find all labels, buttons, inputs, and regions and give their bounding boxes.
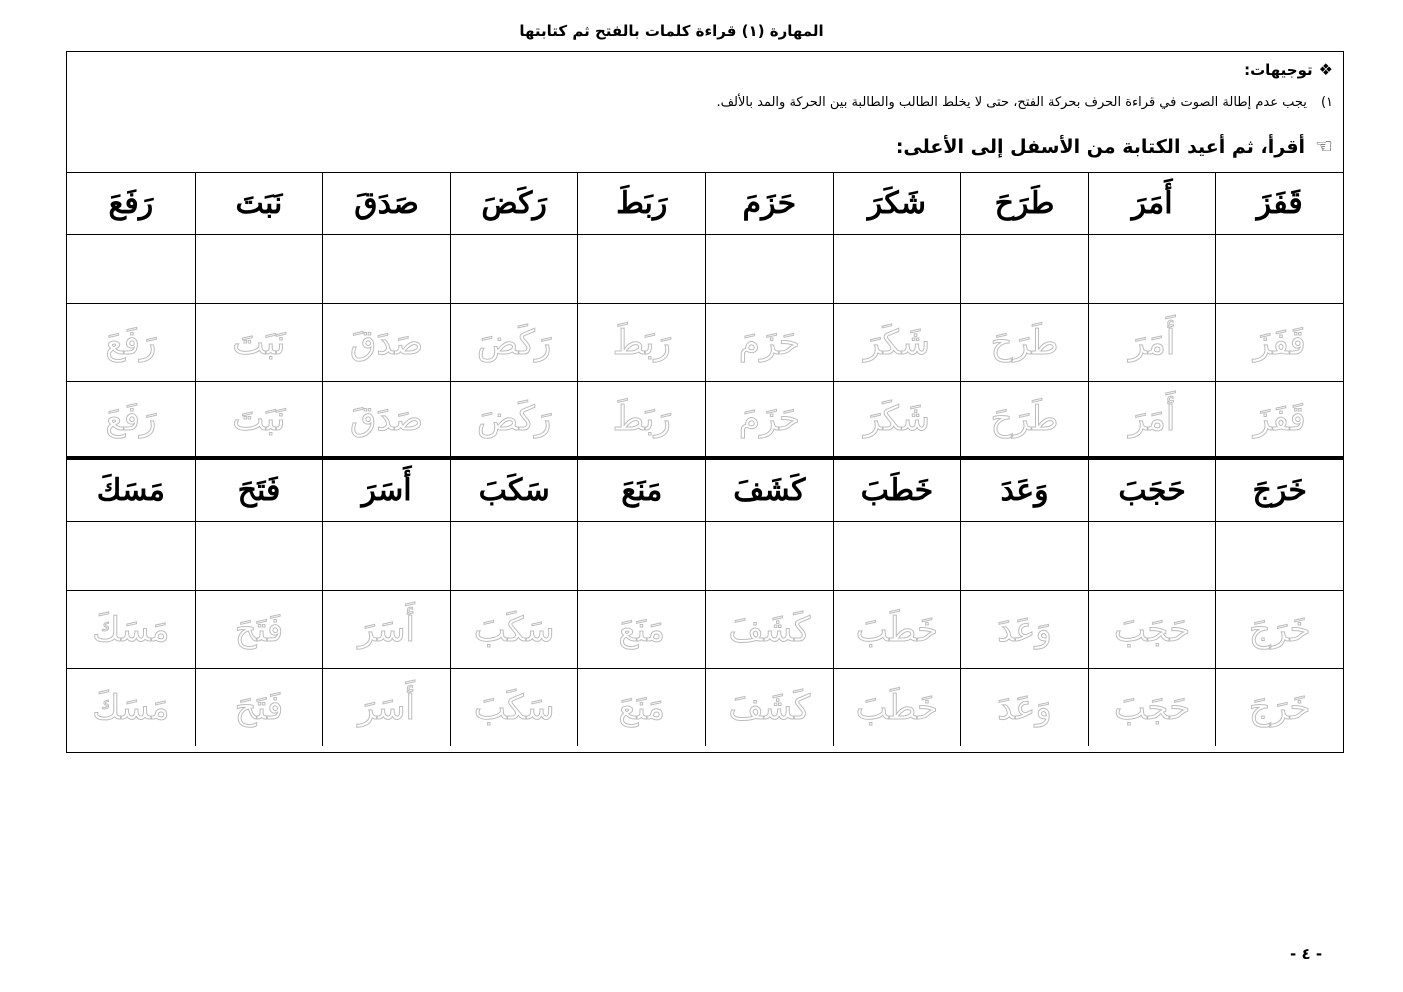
instructions-heading xyxy=(1244,60,1333,79)
trace-cell[interactable] xyxy=(322,304,450,381)
word-cell: شَكَرَ xyxy=(833,173,961,234)
trace-cell[interactable] xyxy=(960,382,1088,456)
group2-trace-row-1 xyxy=(67,591,1343,669)
trace-word: أَمَرَ xyxy=(1128,399,1176,439)
trace-cell[interactable] xyxy=(833,304,961,381)
word-cell: خَطَبَ xyxy=(833,460,961,521)
trace-cell[interactable] xyxy=(577,669,705,746)
trace-cell[interactable] xyxy=(450,591,578,668)
trace-cell[interactable] xyxy=(1215,591,1343,668)
trace-word: حَجَبَ xyxy=(1113,687,1191,728)
trace-word: نَبَتَ xyxy=(232,322,286,363)
writing-cell[interactable] xyxy=(1088,235,1216,303)
writing-cell[interactable] xyxy=(67,522,195,590)
trace-cell[interactable] xyxy=(705,669,833,746)
trace-word: صَدَقَ xyxy=(350,399,424,439)
group1-word-row xyxy=(67,173,1343,235)
trace-word: خَطَبَ xyxy=(855,609,939,650)
trace-word: أَسَرَ xyxy=(358,687,415,728)
writing-cell[interactable] xyxy=(322,235,450,303)
trace-cell[interactable] xyxy=(322,591,450,668)
writing-cell[interactable] xyxy=(322,522,450,590)
word-cell: كَشَفَ xyxy=(705,460,833,521)
word-cell: سَكَبَ xyxy=(450,460,578,521)
group2-trace-row-2 xyxy=(67,669,1343,746)
trace-cell[interactable] xyxy=(322,669,450,746)
trace-word: كَشَفَ xyxy=(728,687,811,728)
writing-cell[interactable] xyxy=(195,522,323,590)
instructions-section xyxy=(67,52,1343,173)
writing-cell[interactable] xyxy=(833,235,961,303)
trace-word: وَعَدَ xyxy=(997,609,1052,650)
trace-cell[interactable] xyxy=(833,669,961,746)
trace-word: مَنَعَ xyxy=(618,687,666,728)
trace-cell[interactable] xyxy=(195,591,323,668)
word-cell: مَسَكَ xyxy=(96,473,165,508)
writing-cell[interactable] xyxy=(705,235,833,303)
instructions-heading-text: توجيهات: xyxy=(1244,61,1313,79)
trace-cell[interactable] xyxy=(705,304,833,381)
writing-cell[interactable] xyxy=(1088,522,1216,590)
word-cell: نَبَتَ xyxy=(195,173,323,234)
trace-cell[interactable] xyxy=(450,304,578,381)
word-cell: رَكَضَ xyxy=(450,173,578,234)
trace-cell[interactable] xyxy=(195,382,323,456)
writing-cell[interactable] xyxy=(960,522,1088,590)
trace-cell[interactable] xyxy=(960,591,1088,668)
group1-trace-row-1 xyxy=(67,304,1343,382)
word-cell: وَعَدَ xyxy=(960,460,1088,521)
trace-word: كَشَفَ xyxy=(728,609,811,650)
trace-word: أَمَرَ xyxy=(1128,322,1176,363)
trace-cell[interactable] xyxy=(322,382,450,456)
trace-word: رَكَضَ xyxy=(477,322,552,363)
writing-cell[interactable] xyxy=(67,235,195,303)
trace-cell[interactable] xyxy=(577,382,705,456)
trace-word: قَفَزَ xyxy=(1253,399,1306,439)
writing-cell[interactable] xyxy=(450,235,578,303)
group2-word-row xyxy=(67,460,1343,522)
trace-cell[interactable] xyxy=(577,591,705,668)
writing-cell[interactable] xyxy=(195,235,323,303)
trace-word: حَزَمَ xyxy=(738,399,800,439)
trace-cell[interactable] xyxy=(1088,382,1216,456)
rule-number: ١) xyxy=(1320,95,1333,110)
trace-word: طَرَحَ xyxy=(990,322,1059,363)
page-number: - ٤ - xyxy=(1290,945,1323,963)
trace-cell[interactable] xyxy=(67,669,195,746)
practice-grid xyxy=(67,173,1343,746)
trace-cell[interactable] xyxy=(1088,669,1216,746)
trace-cell[interactable] xyxy=(195,669,323,746)
trace-word: رَكَضَ xyxy=(477,399,552,439)
writing-cell[interactable] xyxy=(1215,235,1343,303)
trace-word: رَبَطَ xyxy=(612,322,671,363)
word-cell: رَفَعَ xyxy=(108,186,154,221)
trace-word: فَتَحَ xyxy=(234,609,284,650)
trace-word: مَسَكَ xyxy=(92,609,170,650)
word-cell: أَسَرَ xyxy=(322,460,450,521)
trace-word: خَرَجَ xyxy=(1248,687,1311,728)
trace-cell[interactable] xyxy=(833,382,961,456)
page-title: المهارة (١) قراءة كلمات بالفتح ثم كتابتها xyxy=(519,22,824,40)
trace-word: مَنَعَ xyxy=(618,609,666,650)
word-cell: قَفَزَ xyxy=(1215,173,1343,234)
group2-writing-row xyxy=(67,522,1343,591)
trace-word: أَسَرَ xyxy=(358,609,415,650)
trace-word: نَبَتَ xyxy=(232,399,286,439)
trace-word: رَفَعَ xyxy=(105,399,157,439)
worksheet-frame xyxy=(66,51,1344,753)
trace-cell[interactable] xyxy=(67,304,195,381)
trace-cell[interactable] xyxy=(705,591,833,668)
trace-cell[interactable] xyxy=(67,382,195,456)
task-instruction xyxy=(896,134,1333,158)
group1-writing-row xyxy=(67,235,1343,304)
word-cell: أَمَرَ xyxy=(1088,173,1216,234)
trace-cell[interactable] xyxy=(833,591,961,668)
trace-cell[interactable] xyxy=(960,669,1088,746)
word-cell: حَزَمَ xyxy=(705,173,833,234)
trace-cell[interactable] xyxy=(1088,304,1216,381)
word-cell: خَرَجَ xyxy=(1215,460,1343,521)
word-cell: طَرَحَ xyxy=(960,173,1088,234)
group1-trace-row-2 xyxy=(67,382,1343,460)
trace-cell[interactable] xyxy=(450,669,578,746)
instruction-rule xyxy=(716,95,1333,110)
writing-cell[interactable] xyxy=(1215,522,1343,590)
word-cell: حَجَبَ xyxy=(1088,460,1216,521)
pointing-hand-icon: ☜ xyxy=(1315,134,1333,158)
trace-cell[interactable] xyxy=(577,304,705,381)
trace-word: خَطَبَ xyxy=(855,687,939,728)
trace-cell[interactable] xyxy=(960,304,1088,381)
trace-word: سَكَبَ xyxy=(473,609,555,650)
trace-cell[interactable] xyxy=(705,382,833,456)
trace-word: وَعَدَ xyxy=(997,687,1052,728)
writing-cell[interactable] xyxy=(577,522,705,590)
trace-word: طَرَحَ xyxy=(990,399,1059,439)
trace-cell[interactable] xyxy=(450,382,578,456)
writing-cell[interactable] xyxy=(450,522,578,590)
trace-word: رَفَعَ xyxy=(105,322,157,363)
task-text: أقرأ، ثم أعيد الكتابة من الأسفل إلى الأعلى: xyxy=(895,136,1306,158)
word-cell: رَبَطَ xyxy=(577,173,705,234)
writing-cell[interactable] xyxy=(705,522,833,590)
trace-word: قَفَزَ xyxy=(1253,322,1306,363)
trace-word: فَتَحَ xyxy=(234,687,284,728)
trace-word: سَكَبَ xyxy=(473,687,555,728)
trace-word: صَدَقَ xyxy=(350,322,424,363)
trace-cell[interactable] xyxy=(1215,382,1343,456)
trace-cell[interactable] xyxy=(1088,591,1216,668)
trace-word: شَكَرَ xyxy=(863,322,930,363)
trace-word: شَكَرَ xyxy=(863,399,930,439)
diamond-bullet-icon: ❖ xyxy=(1318,60,1333,79)
trace-word: حَجَبَ xyxy=(1113,609,1191,650)
trace-cell[interactable] xyxy=(67,591,195,668)
trace-word: مَسَكَ xyxy=(92,687,170,728)
word-cell: صَدَقَ xyxy=(322,173,450,234)
trace-cell[interactable] xyxy=(1215,669,1343,746)
trace-word: خَرَجَ xyxy=(1248,609,1311,650)
writing-cell[interactable] xyxy=(960,235,1088,303)
word-cell: مَنَعَ xyxy=(577,460,705,521)
trace-word: رَبَطَ xyxy=(612,399,671,439)
writing-cell[interactable] xyxy=(833,522,961,590)
trace-cell[interactable] xyxy=(1215,304,1343,381)
rule-text: يجب عدم إطالة الصوت في قراءة الحرف بحركة الفتح، حتى لا يخلط الطالب والطالبة بين الحركة والمد بالألف. xyxy=(716,95,1307,110)
trace-cell[interactable] xyxy=(195,304,323,381)
writing-cell[interactable] xyxy=(577,235,705,303)
word-cell: فَتَحَ xyxy=(195,460,323,521)
trace-word: حَزَمَ xyxy=(738,322,800,363)
